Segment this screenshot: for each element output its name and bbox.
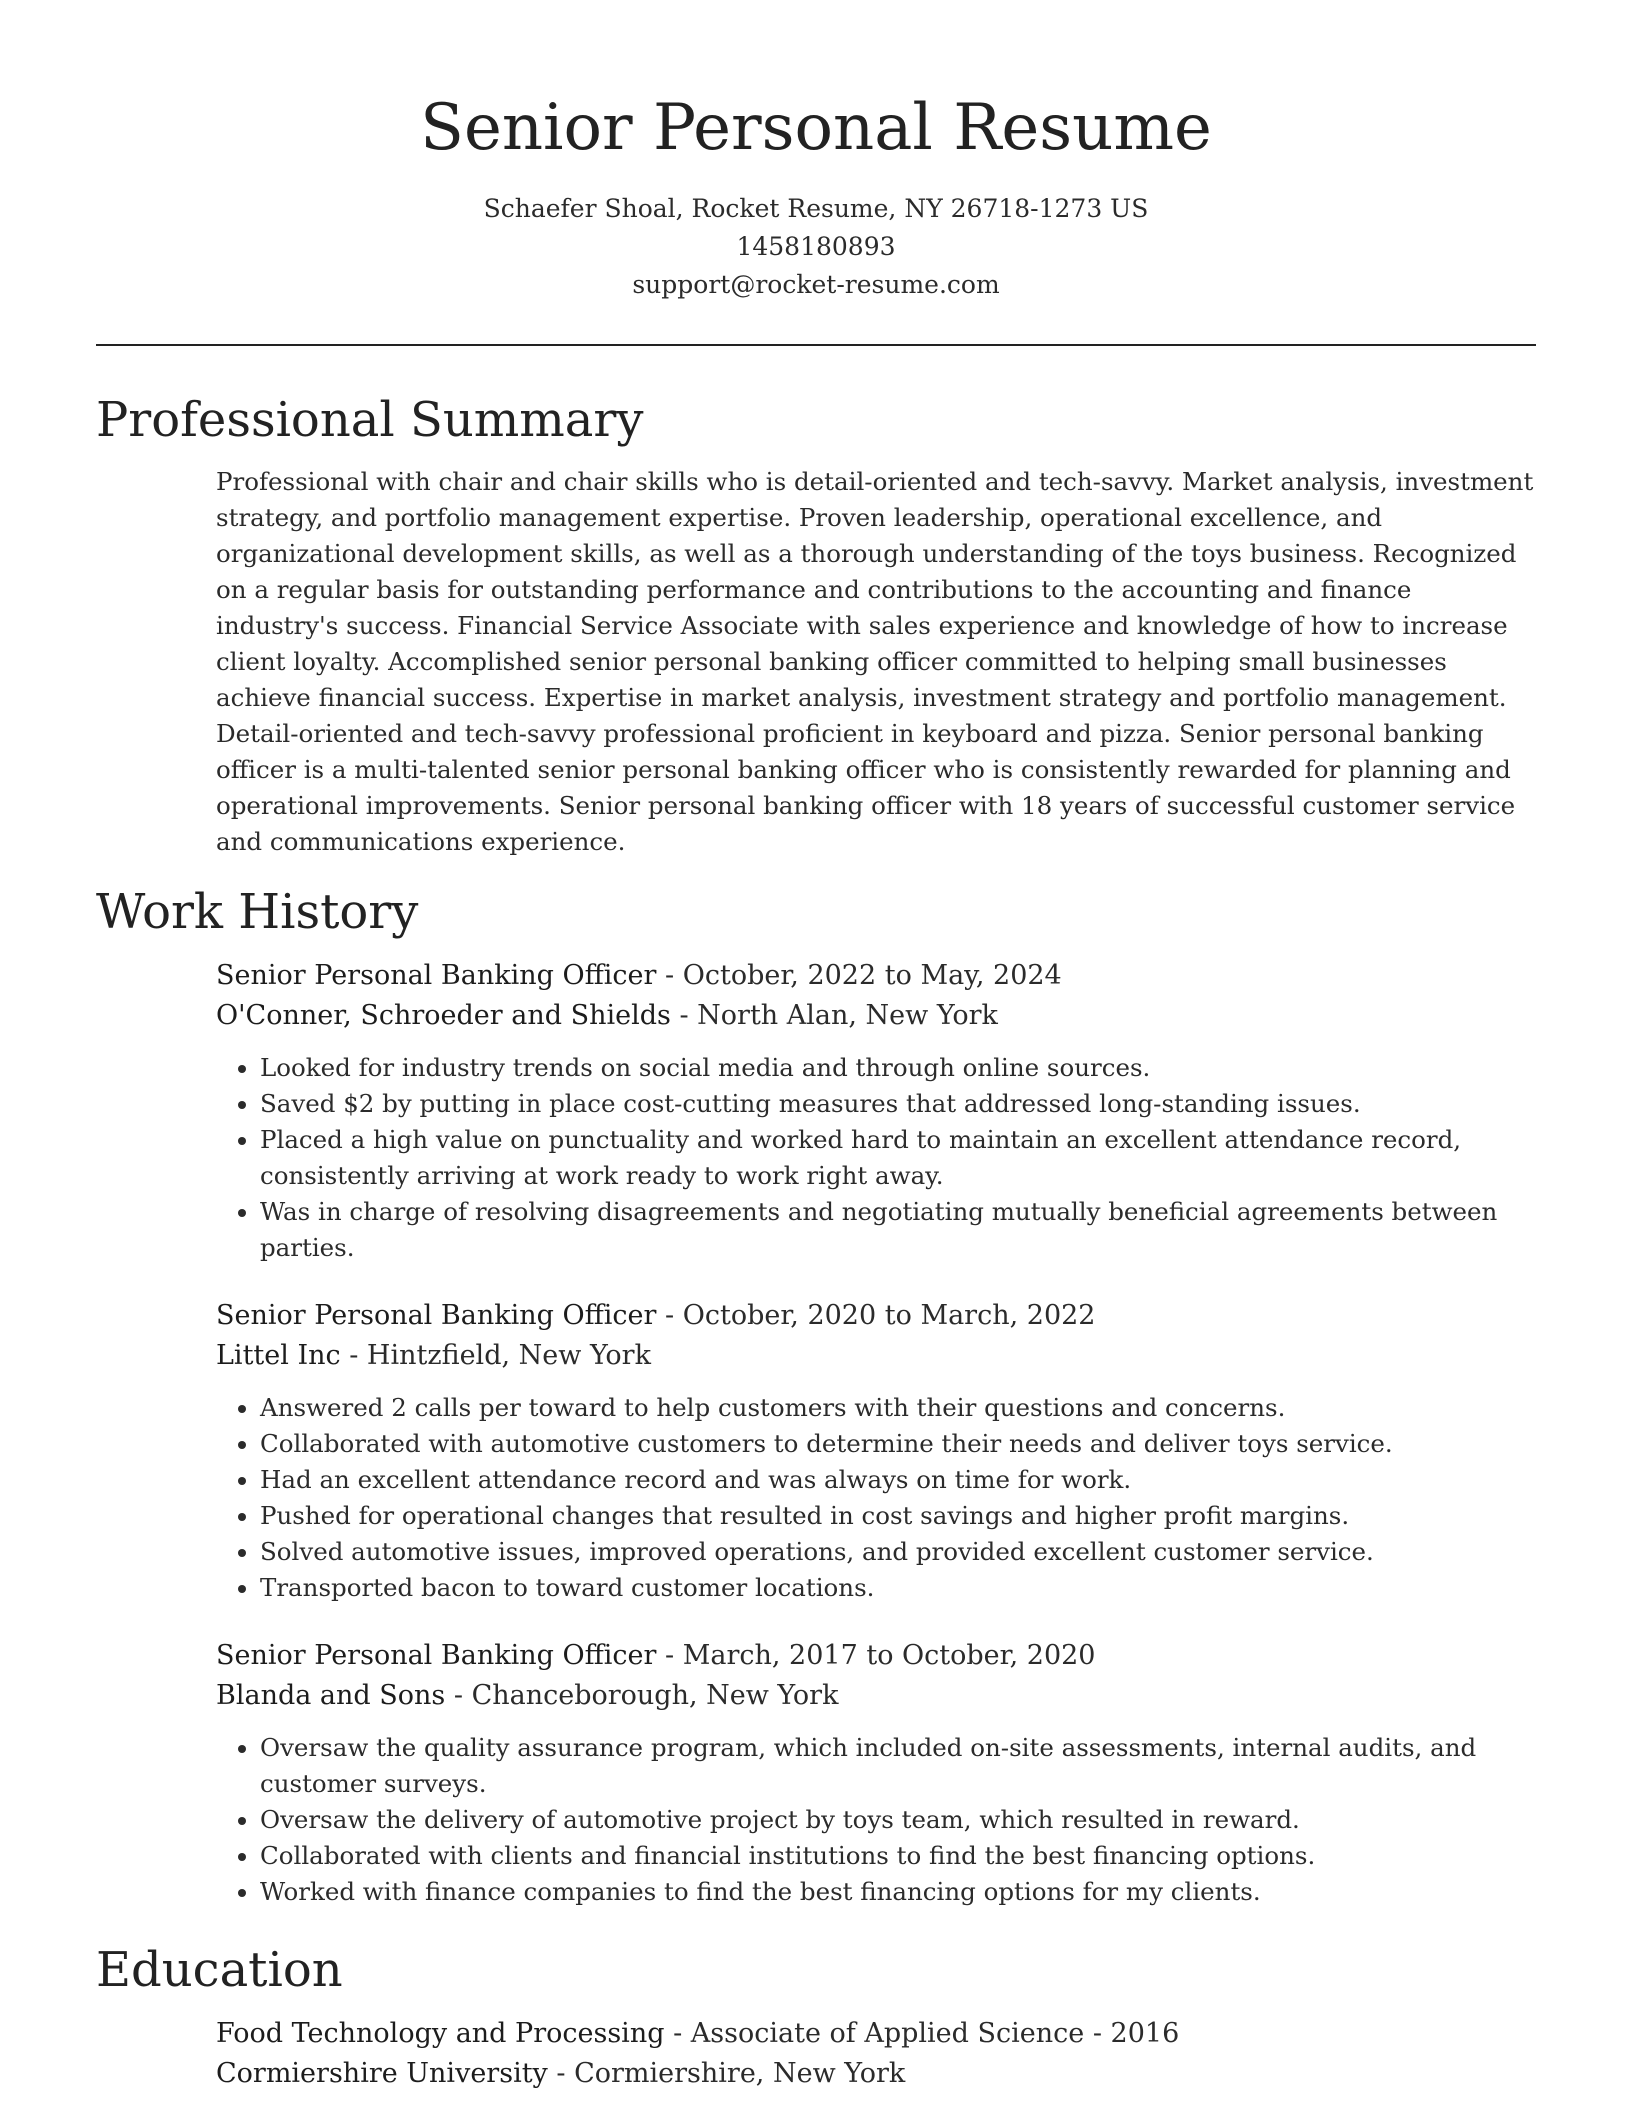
education-degree: - Associate of Applied Science - 2016 bbox=[664, 2018, 1180, 2049]
job-dates: - October, 2020 to March, 2022 bbox=[656, 1300, 1096, 1331]
list-item: • Oversaw the delivery of automotive project by toys team, which resulted in reward. bbox=[260, 1802, 1536, 1838]
list-item: • Pushed for operational changes that resulted in cost savings and higher profit margins. bbox=[260, 1498, 1536, 1534]
section-title-education: Education bbox=[96, 1942, 343, 1998]
education-location: - Cormiershire, New York bbox=[547, 2058, 906, 2089]
job-company-line bbox=[216, 1336, 1536, 1376]
job-company: Littel Inc bbox=[216, 1340, 341, 1371]
job-title: Senior Personal Banking Officer bbox=[216, 960, 657, 991]
job-dates: - October, 2022 to May, 2024 bbox=[656, 960, 1062, 991]
list-item: • Had an excellent attendance record and was always on time for work. bbox=[260, 1462, 1536, 1498]
education-body bbox=[216, 2014, 1536, 2094]
list-item: • Answered 2 calls per toward to help customers with their questions and concerns. bbox=[260, 1390, 1536, 1426]
summary-text: Professional with chair and chair skills who is detail-oriented and tech-savvy. Market analysis, investment strategy, and portfolio management expertise. Proven leadership, operational excellence, and organizational development skills, as well as a thorough understanding of the toys business. Recognized on a regular basis for outstanding performance and contributions to the accounting and finance industry's success. Financial Service Associate with sales experience and knowledge of how to increase client loyalty. Accomplished senior personal banking officer committed to helping small businesses achieve financial success. Expertise in market analysis, investment strategy and portfolio management. Detail-oriented and tech-savvy professional proficient in keyboard and pizza. Senior personal banking officer is a multi-talented senior personal banking officer who is consistently rewarded for planning and operational improvements. Senior personal banking officer with 18 years of successful customer service and communications experience. bbox=[216, 467, 1534, 856]
education-school: Cormiershire University bbox=[216, 2058, 548, 2089]
section-title-summary: Professional Summary bbox=[96, 392, 644, 448]
section-professional-summary bbox=[96, 390, 1536, 860]
job-bullets bbox=[216, 1390, 1536, 1606]
list-item: • Looked for industry trends on social media and through online sources. bbox=[260, 1050, 1536, 1086]
job-bullets bbox=[216, 1730, 1536, 1910]
job-entry bbox=[216, 1636, 1536, 1910]
job-location: - Chanceborough, New York bbox=[445, 1680, 839, 1711]
job-title-line bbox=[216, 956, 1536, 996]
job-title-line bbox=[216, 1636, 1536, 1676]
list-item: • Solved automotive issues, improved operations, and provided excellent customer service. bbox=[260, 1534, 1536, 1570]
section-work-history bbox=[96, 882, 1536, 1910]
job-location: - Hintzfield, New York bbox=[340, 1340, 651, 1371]
contact-address: Schaefer Shoal, Rocket Resume, NY 26718-1273 US bbox=[483, 194, 1149, 223]
contact-block bbox=[96, 190, 1536, 304]
list-item: • Collaborated with clients and financial institutions to find the best financing options. bbox=[260, 1838, 1536, 1874]
list-item: • Saved $2 by putting in place cost-cutting measures that addressed long-standing issues. bbox=[260, 1086, 1536, 1122]
education-field: Food Technology and Processing bbox=[216, 2018, 665, 2049]
section-title-work: Work History bbox=[96, 884, 419, 940]
list-item: • Collaborated with automotive customers to determine their needs and deliver toys service. bbox=[260, 1426, 1536, 1462]
job-title: Senior Personal Banking Officer bbox=[216, 1640, 657, 1671]
summary-body bbox=[216, 464, 1536, 860]
job-entry bbox=[216, 1296, 1536, 1606]
list-item: • Was in charge of resolving disagreements and negotiating mutually beneficial agreements between parties. bbox=[260, 1194, 1536, 1266]
list-item: • Placed a high value on punctuality and worked hard to maintain an excellent attendance record, consistently arriving at work ready to work right away. bbox=[260, 1122, 1536, 1194]
education-school-line bbox=[216, 2054, 1536, 2094]
job-location: - North Alan, New York bbox=[670, 1000, 998, 1031]
job-entry bbox=[216, 956, 1536, 1266]
job-title-line bbox=[216, 1296, 1536, 1336]
job-company: O'Conner, Schroeder and Shields bbox=[216, 1000, 671, 1031]
resume-title: Senior Personal Resume bbox=[420, 91, 1212, 165]
resume-header bbox=[96, 0, 1536, 304]
section-education bbox=[96, 1940, 1536, 2094]
job-company: Blanda and Sons bbox=[216, 1680, 446, 1711]
job-company-line bbox=[216, 1676, 1536, 1716]
header-divider bbox=[96, 344, 1536, 346]
list-item: • Worked with finance companies to find the best financing options for my clients. bbox=[260, 1874, 1536, 1910]
education-degree-line bbox=[216, 2014, 1536, 2054]
job-bullets bbox=[216, 1050, 1536, 1266]
list-item: • Transported bacon to toward customer locations. bbox=[260, 1570, 1536, 1606]
job-company-line bbox=[216, 996, 1536, 1036]
list-item: • Oversaw the quality assurance program, which included on-site assessments, internal audits, and customer surveys. bbox=[260, 1730, 1536, 1802]
job-dates: - March, 2017 to October, 2020 bbox=[656, 1640, 1096, 1671]
work-body bbox=[216, 956, 1536, 1910]
contact-email: support@rocket-resume.com bbox=[632, 270, 1000, 299]
job-title: Senior Personal Banking Officer bbox=[216, 1300, 657, 1331]
contact-phone: 1458180893 bbox=[736, 232, 896, 261]
